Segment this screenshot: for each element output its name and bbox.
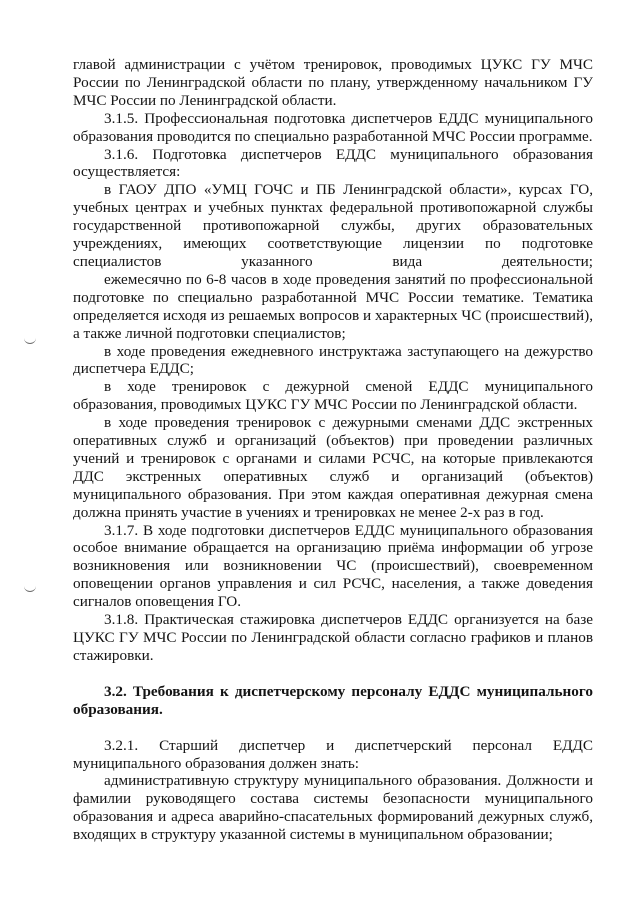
binder-hole-mark xyxy=(24,338,36,344)
binder-hole-mark xyxy=(24,586,36,592)
paragraph-3-2-1: 3.2.1. Старший диспетчер и диспетчерский персонал ЕДДС муниципального образования должен знать: xyxy=(73,736,593,772)
list-item-shift-drills: в ходе тренировок с дежурной сменой ЕДДС муниципального образования, проводимых ЦУКС ГУ МЧС России по Ленинградской области. xyxy=(73,378,593,414)
paragraph-3-1-5: 3.1.5. Профессиональная подготовка диспетчеров ЕДДС муниципального образования проводится по специально разработанной МЧС России программе. xyxy=(73,109,593,145)
list-item-monthly-training: ежемесячно по 6-8 часов в ходе проведения занятий по профессиональной подготовке по специально разработанной МЧС России тематике. Тематика определяется исходя из решаемых вопросов и характерных ЧС (происшествий), а также личной подготовки специалистов; xyxy=(73,270,593,342)
list-item-daily-briefing: в ходе проведения ежедневного инструктажа заступающего на дежурство диспетчера ЕДДС; xyxy=(73,342,593,378)
list-item-training-centers: в ГАОУ ДПО «УМЦ ГОЧС и ПБ Ленинградской области», курсах ГО, учебных центрах и учебных пунктах федеральной противопожарной службы государственной противопожарной службы, других образовательных учреждениях, имеющих соответствующие лицензии по подготовке специалистов указанного вида деятельности; xyxy=(73,181,593,270)
document-page xyxy=(73,56,593,844)
paragraph-3-1-8: 3.1.8. Практическая стажировка диспетчеров ЕДДС организуется на базе ЦУКС ГУ МЧС России по Ленинградской области согласно графиков и планов стажировки. xyxy=(73,611,593,664)
list-item-admin-structure: административную структуру муниципального образования. Должности и фамилии руководящего состава системы безопасности муниципального образования и адреса аварийно-спасательных формирований дежурных служб, входящих в структуру указанной системы в муниципальном образовании; xyxy=(73,772,593,844)
section-heading-3-2: 3.2. Требования к диспетчерскому персоналу ЕДДС муниципального образования. xyxy=(73,682,593,718)
paragraph-3-1-7: 3.1.7. В ходе подготовки диспетчеров ЕДДС муниципального образования особое внимание обращается на организацию приёма информации об угрозе возникновения или возникновении ЧС (происшествий), своевременном оповещении органов управления и сил РСЧС, населения, а также доведения сигналов оповещения ГО. xyxy=(73,521,593,611)
paragraph-3-1-6: 3.1.6. Подготовка диспетчеров ЕДДС муниципального образования осуществляется: xyxy=(73,145,593,181)
paragraph-continuation: главой администрации с учётом тренировок, проводимых ЦУКС ГУ МЧС России по Ленинградской области по плану, утвержденному начальником ГУ МЧС России по Ленинградской области. xyxy=(73,56,593,109)
list-item-joint-exercises: в ходе проведения тренировок с дежурными сменами ДДС экстренных оперативных служб и организаций (объектов) при проведении различных учений и тренировок с органами и силами РСЧС, на которые привлекаются ДДС экстренных оперативных служб и организаций (объектов) муниципального образования. При этом каждая оперативная дежурная смена должна принять участие в учениях и тренировках не менее 2-х раз в год. xyxy=(73,414,593,521)
